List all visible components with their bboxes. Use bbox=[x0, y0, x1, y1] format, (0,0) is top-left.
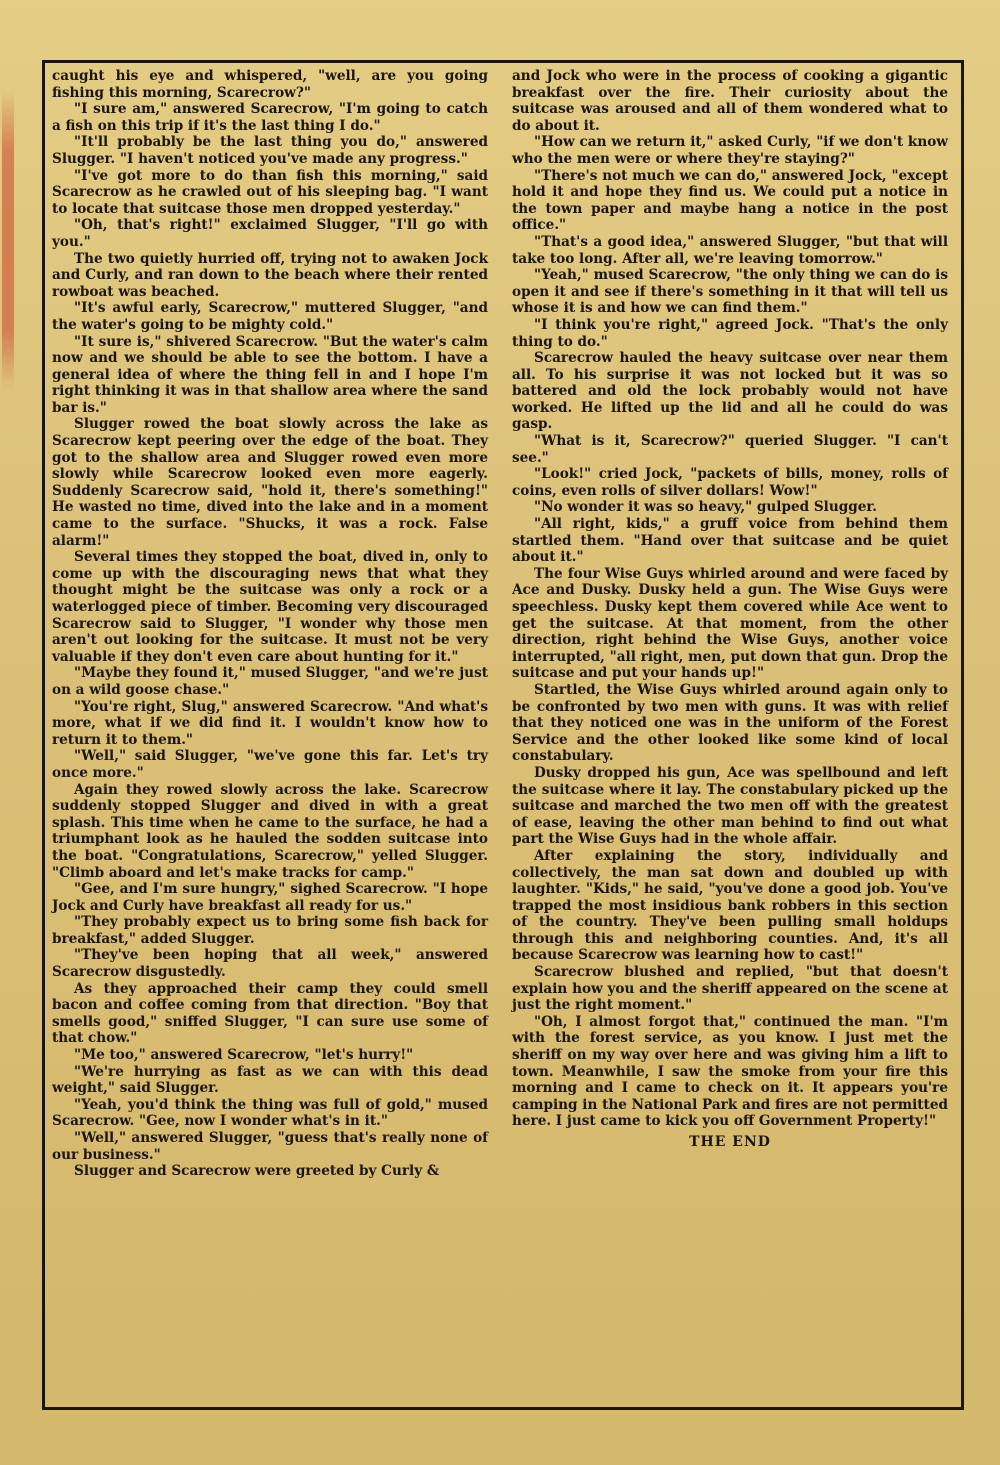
paragraph: "It'll probably be the last thing you do," answered Slugger. "I haven't noticed you've made any progress." bbox=[52, 134, 488, 167]
paragraph: The two quietly hurried off, trying not to awaken Jock and Curly, and ran down to the beach where their rented rowboat was beached. bbox=[52, 250, 488, 300]
paragraph: Scarecrow blushed and replied, "but that doesn't explain how you and the sheriff appeared on the scene at just the right moment." bbox=[512, 964, 948, 1014]
paragraph: "I've got more to do than fish this morning," said Scarecrow as he crawled out of his sleeping bag. "I want to locate that suitcase those men dropped yesterday." bbox=[52, 167, 488, 217]
paragraph: "Well," answered Slugger, "guess that's really none of our business." bbox=[52, 1130, 488, 1163]
paragraph: "How can we return it," asked Curly, "if we don't know who the men were or where they're staying?" bbox=[512, 134, 948, 167]
paragraph: Slugger rowed the boat slowly across the lake as Scarecrow kept peering over the edge of the boat. They got to the shallow area and Slugger rowed even more slowly while Scarecrow looked even more eagerly. Suddenly Scarecrow said, "hold it, there's something!" He wasted no time, dived into the lake and in a moment came to the surface. "Shucks, it was a rock. False alarm!" bbox=[52, 416, 488, 549]
paragraph: "You're right, Slug," answered Scarecrow. "And what's more, what if we did find it. I wouldn't know how to return it to them." bbox=[52, 698, 488, 748]
paragraph: Scarecrow hauled the heavy suitcase over near them all. To his surprise it was not locked but it was so battered and old the lock probably would not have worked. He lifted up the lid and all he could do was gasp. bbox=[512, 350, 948, 433]
paragraph: Startled, the Wise Guys whirled around again only to be confronted by two men with guns. It was with relief that they noticed one was in the uniform of the Forest Service and the other looked like some kind of local constabulary. bbox=[512, 681, 948, 765]
paragraph: "What is it, Scarecrow?" queried Slugger. "I can't see." bbox=[512, 433, 948, 466]
paragraph: Dusky dropped his gun, Ace was spellbound and left the suitcase where it lay. The constabulary picked up the suitcase and marched the two men off with the greatest of ease, leaving the other man behind to find out what part the Wise Guys had in the whole affair. bbox=[512, 764, 948, 848]
paragraph: "Gee, and I'm sure hungry," sighed Scarecrow. "I hope Jock and Curly have breakfast all ready for us." bbox=[52, 881, 488, 914]
paragraph: "Oh, that's right!" exclaimed Slugger, "I'll go with you." bbox=[52, 217, 488, 250]
paragraph: "Maybe they found it," mused Slugger, "and we're just on a wild goose chase." bbox=[52, 665, 488, 698]
paragraph: The four Wise Guys whirled around and were faced by Ace and Dusky. Dusky held a gun. The Wise Guys were speechless. Dusky kept them covered while Ace went to get the suitcase. At that moment, from the other direction, right behind the Wise Guys, another voice interrupted, "all right, men, put down that gun. Drop the suitcase and put your hands up!" bbox=[512, 565, 948, 682]
paragraph: "Me too," answered Scarecrow, "let's hurry!" bbox=[74, 1047, 414, 1064]
paragraph: "All right, kids," a gruff voice from behind them startled them. "Hand over that suitcase and be quiet about it." bbox=[512, 516, 948, 566]
paragraph: "We're hurrying as fast as we can with this dead weight," said Slugger. bbox=[52, 1063, 488, 1097]
paragraph: As they approached their camp they could smell bacon and coffee coming from that direction. "Boy that smells good," sniffed Slugger, "I can sure use some of that chow." bbox=[52, 980, 488, 1047]
paragraph: "I sure am," answered Scarecrow, "I'm going to catch a fish on this trip if it's the last thing I do." bbox=[52, 101, 488, 134]
paragraph: "Yeah, you'd think the thing was full of gold," mused Scarecrow. "Gee, now I wonder what's in it." bbox=[52, 1096, 488, 1130]
paragraph: "No wonder it was so heavy," gulped Slugger. bbox=[534, 499, 878, 516]
paragraph: "Oh, I almost forgot that," continued the man. "I'm with the forest service, as you know. I just met the sheriff on my way over here and was giving him a lift to town. Meanwhile, I saw the smoke from your fire this morning and I came to check on it. It appears you're camping in the National Park and fires are not permitted here. I just came to kick you off Government Property!" bbox=[512, 1013, 948, 1130]
paragraph: "There's not much we can do," answered Jock, "except hold it and hope they find us. We could put a notice in the town paper and maybe hang a notice in the post office." bbox=[512, 167, 948, 234]
paragraph: "I think you're right," agreed Jock. "That's the only thing to do." bbox=[512, 316, 948, 350]
paragraph: Slugger and Scarecrow were greeted by Curly & bbox=[74, 1163, 440, 1180]
paragraph: "Well," said Slugger, "we've gone this far. Let's try once more." bbox=[52, 748, 488, 781]
the-end: THE END bbox=[689, 1134, 771, 1150]
paragraph: Again they rowed slowly across the lake. Scarecrow suddenly stopped Slugger and dived in with a great splash. This time when he came to the surface, he had a triumphant look as he hauled the sodden suitcase into the boat. "Congratulations, Scarecrow," yelled Slugger. "Climb aboard and let's make tracks for camp." bbox=[52, 781, 488, 881]
paragraph: "They've been hoping that all week," answered Scarecrow disgustedly. bbox=[52, 947, 488, 981]
paragraph: "Yeah," mused Scarecrow, "the only thing we can do is open it and see if there's something in it that will tell us whose it is and how we can find them." bbox=[512, 267, 948, 317]
paragraph: "Look!" cried Jock, "packets of bills, money, rolls of coins, even rolls of silver dollars! Wow!" bbox=[512, 466, 948, 499]
paragraph: "It sure is," shivered Scarecrow. "But the water's calm now and we should be able to see the bottom. I have a general idea of where the thing fell in and I hope I'm right thinking it was in that shallow area where the sand bar is." bbox=[52, 333, 488, 416]
right-column bbox=[512, 68, 948, 1151]
paragraph: After explaining the story, individually and collectively, the man sat down and doubled up with laughter. "Kids," he said, "you've done a good job. You've trapped the most insidious bank robbers in this section of the country. They've been pulling small holdups through this and neighboring counties. And, it's all because Scarecrow was learning how to cast!" bbox=[512, 847, 948, 964]
paragraph: "That's a good idea," answered Slugger, "but that will take too long. After all, we're leaving tomorrow." bbox=[512, 233, 948, 267]
paragraph: "It's awful early, Scarecrow," muttered Slugger, "and the water's going to be mighty cold." bbox=[52, 300, 488, 333]
left-column bbox=[52, 68, 488, 1180]
margin-stain bbox=[2, 90, 14, 390]
paragraph: Several times they stopped the boat, dived in, only to come up with the discouraging news that what they thought might be the suitcase was only a rock or a waterlogged piece of timber. Becoming very discouraged Scarecrow said to Slugger, "I wonder why those men aren't out looking for the suitcase. It must not be very valuable if they don't even care about hunting for it." bbox=[52, 549, 488, 665]
paragraph: and Jock who were in the process of cooking a gigantic breakfast over the fire. Their curiosity about the suitcase was aroused and all of them wondered what to do about it. bbox=[512, 68, 948, 134]
paragraph: caught his eye and whispered, "well, are you going fishing this morning, Scarecrow?" bbox=[52, 68, 488, 101]
paragraph: "They probably expect us to bring some fish back for breakfast," added Slugger. bbox=[52, 914, 488, 947]
